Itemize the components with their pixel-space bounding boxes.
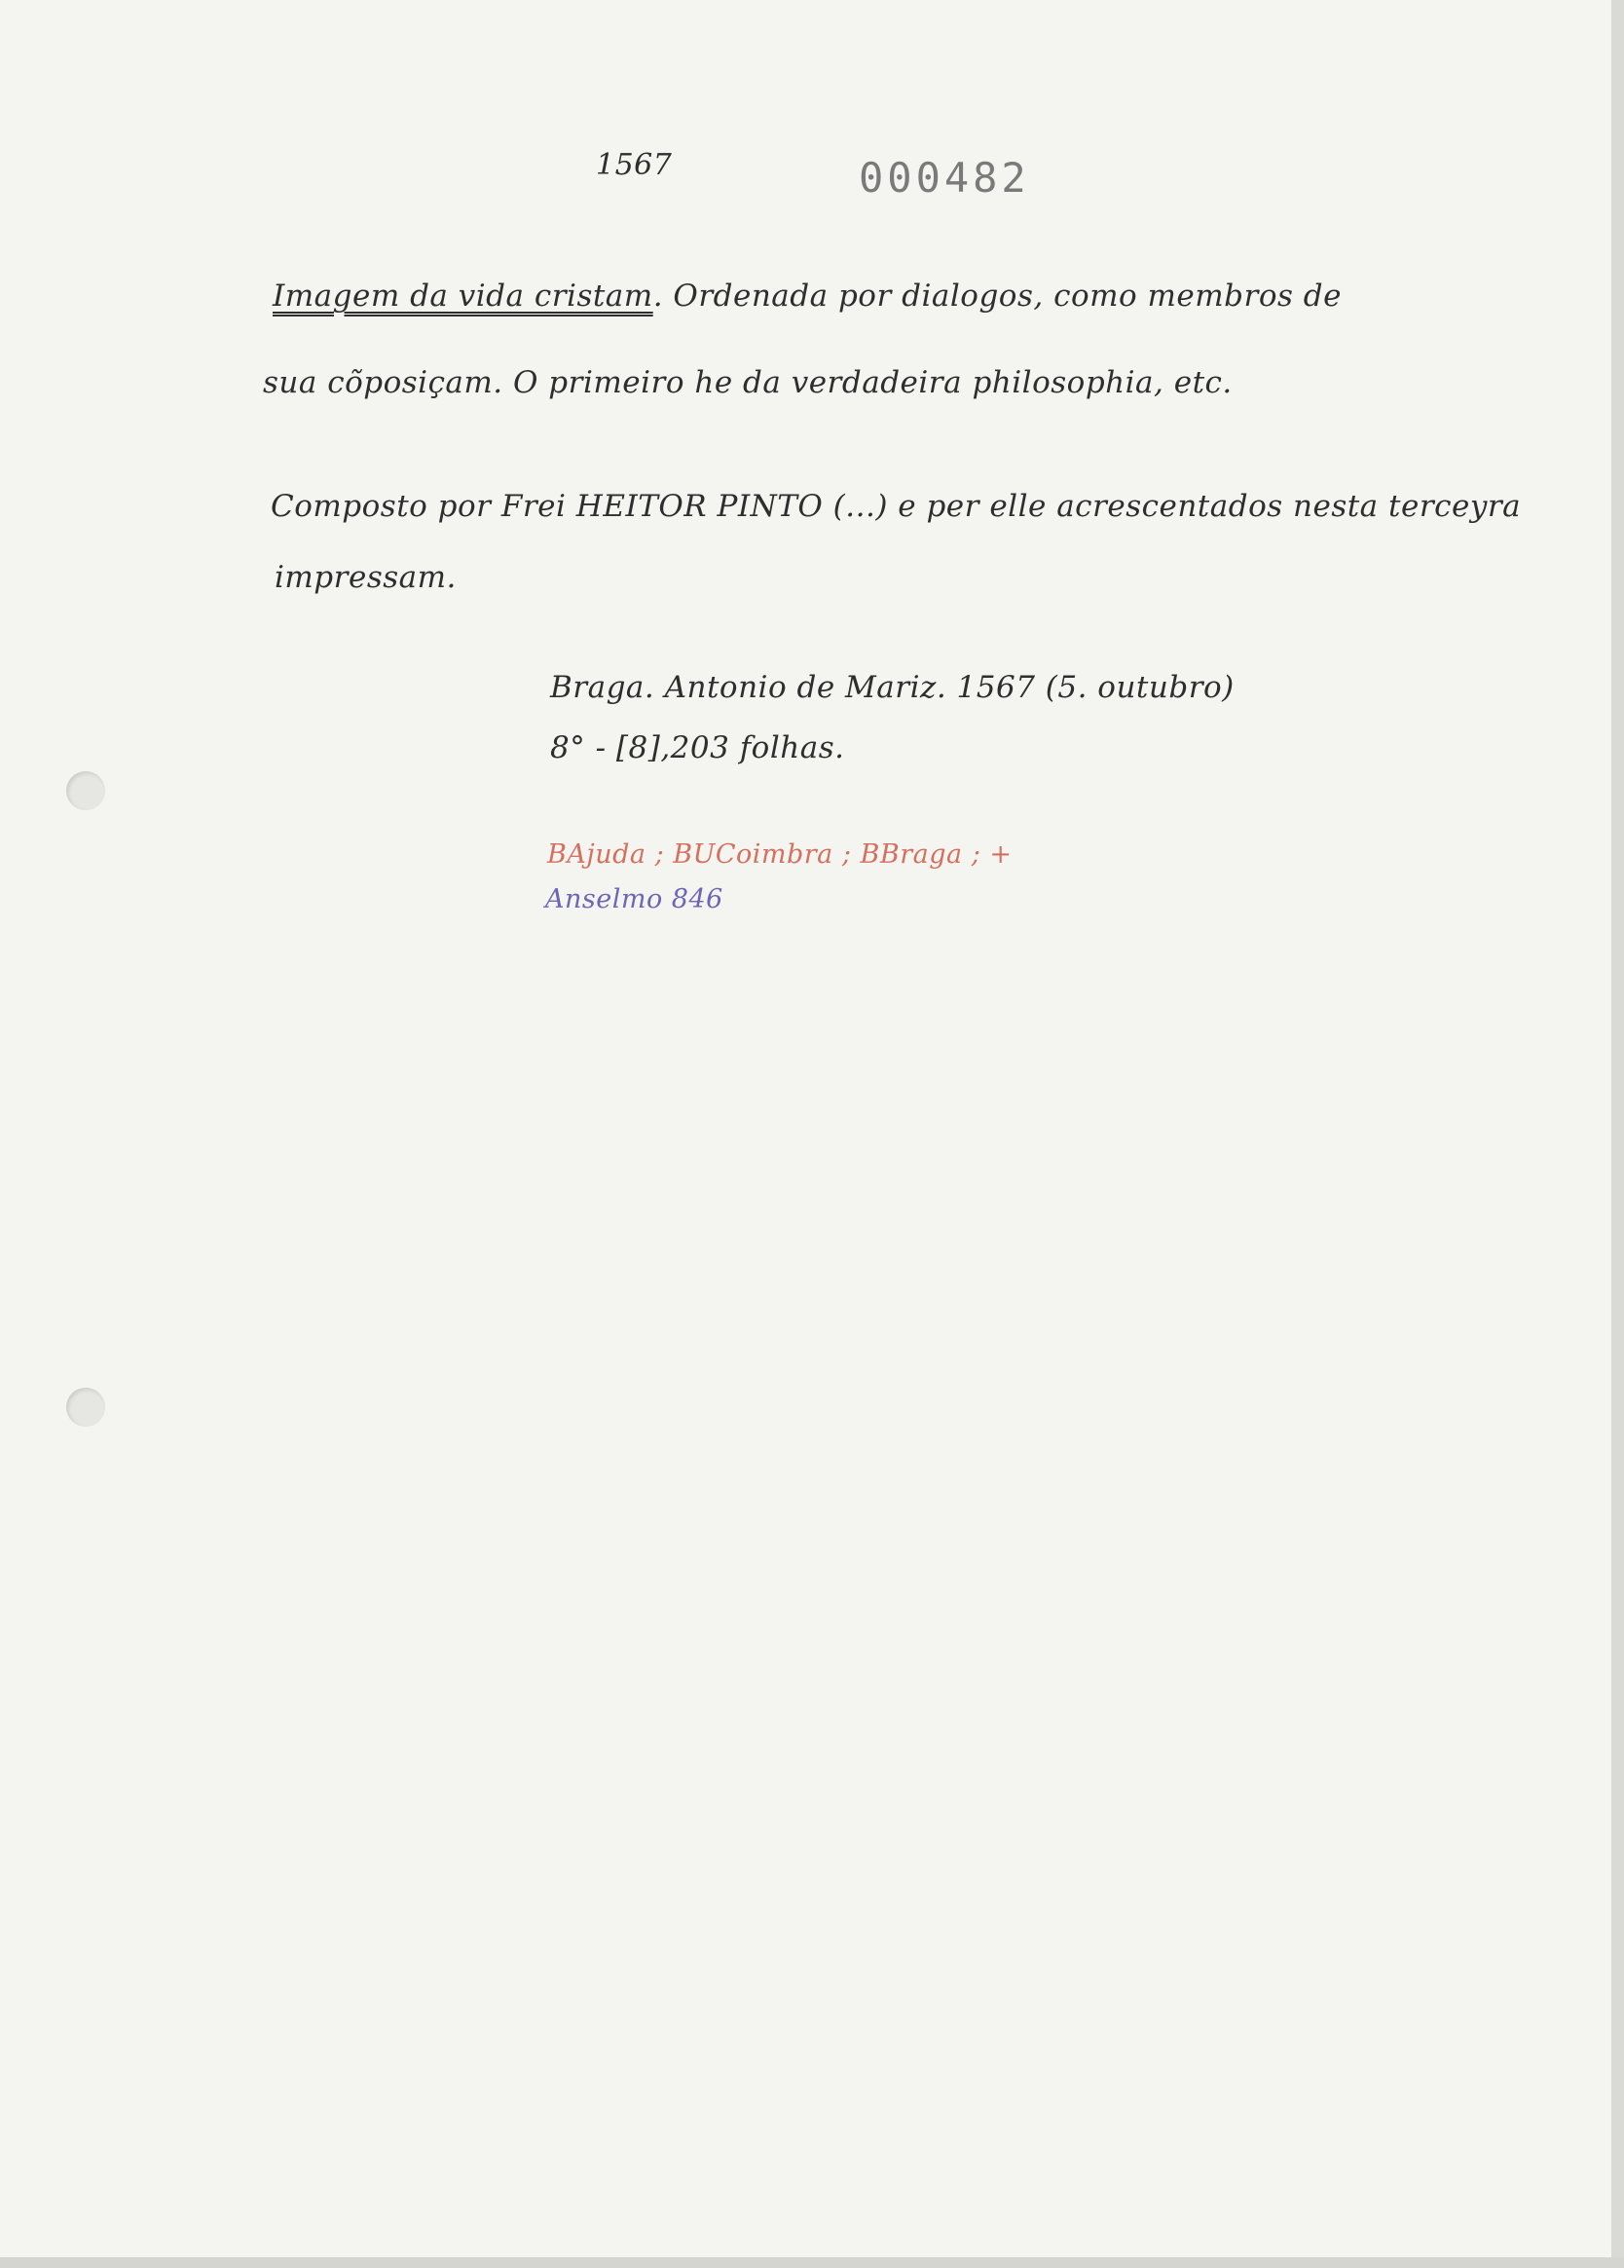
reference-line: Anselmo 846	[545, 884, 723, 914]
page-edge-bottom	[0, 2257, 1624, 2268]
page-edge-right	[1611, 0, 1624, 2268]
title-rest: . Ordenada por dialogos, como membros de	[652, 279, 1342, 314]
stamp-number: 000482	[859, 154, 1030, 202]
imprint-line: Braga. Antonio de Mariz. 1567 (5. outubro)	[550, 670, 1235, 705]
holdings-line: BAjuda ; BUCoimbra ; BBraga ; +	[547, 839, 1013, 870]
title-text: Imagem da vida cristam	[273, 279, 653, 314]
author-line-2: impressam.	[275, 560, 457, 595]
punch-hole-upper	[66, 771, 105, 810]
title-line-1	[273, 279, 1342, 314]
collation-line: 8° - [8],203 folhas.	[550, 730, 845, 765]
punch-hole-lower	[66, 1388, 105, 1427]
author-line-1: Composto por Frei HEITOR PINTO (...) e per elle acrescentados nesta terceyra	[271, 489, 1522, 524]
year-label: 1567	[596, 148, 673, 182]
title-line-2: sua cõposiçam. O primeiro he da verdadeira philosophia, etc.	[263, 365, 1233, 400]
